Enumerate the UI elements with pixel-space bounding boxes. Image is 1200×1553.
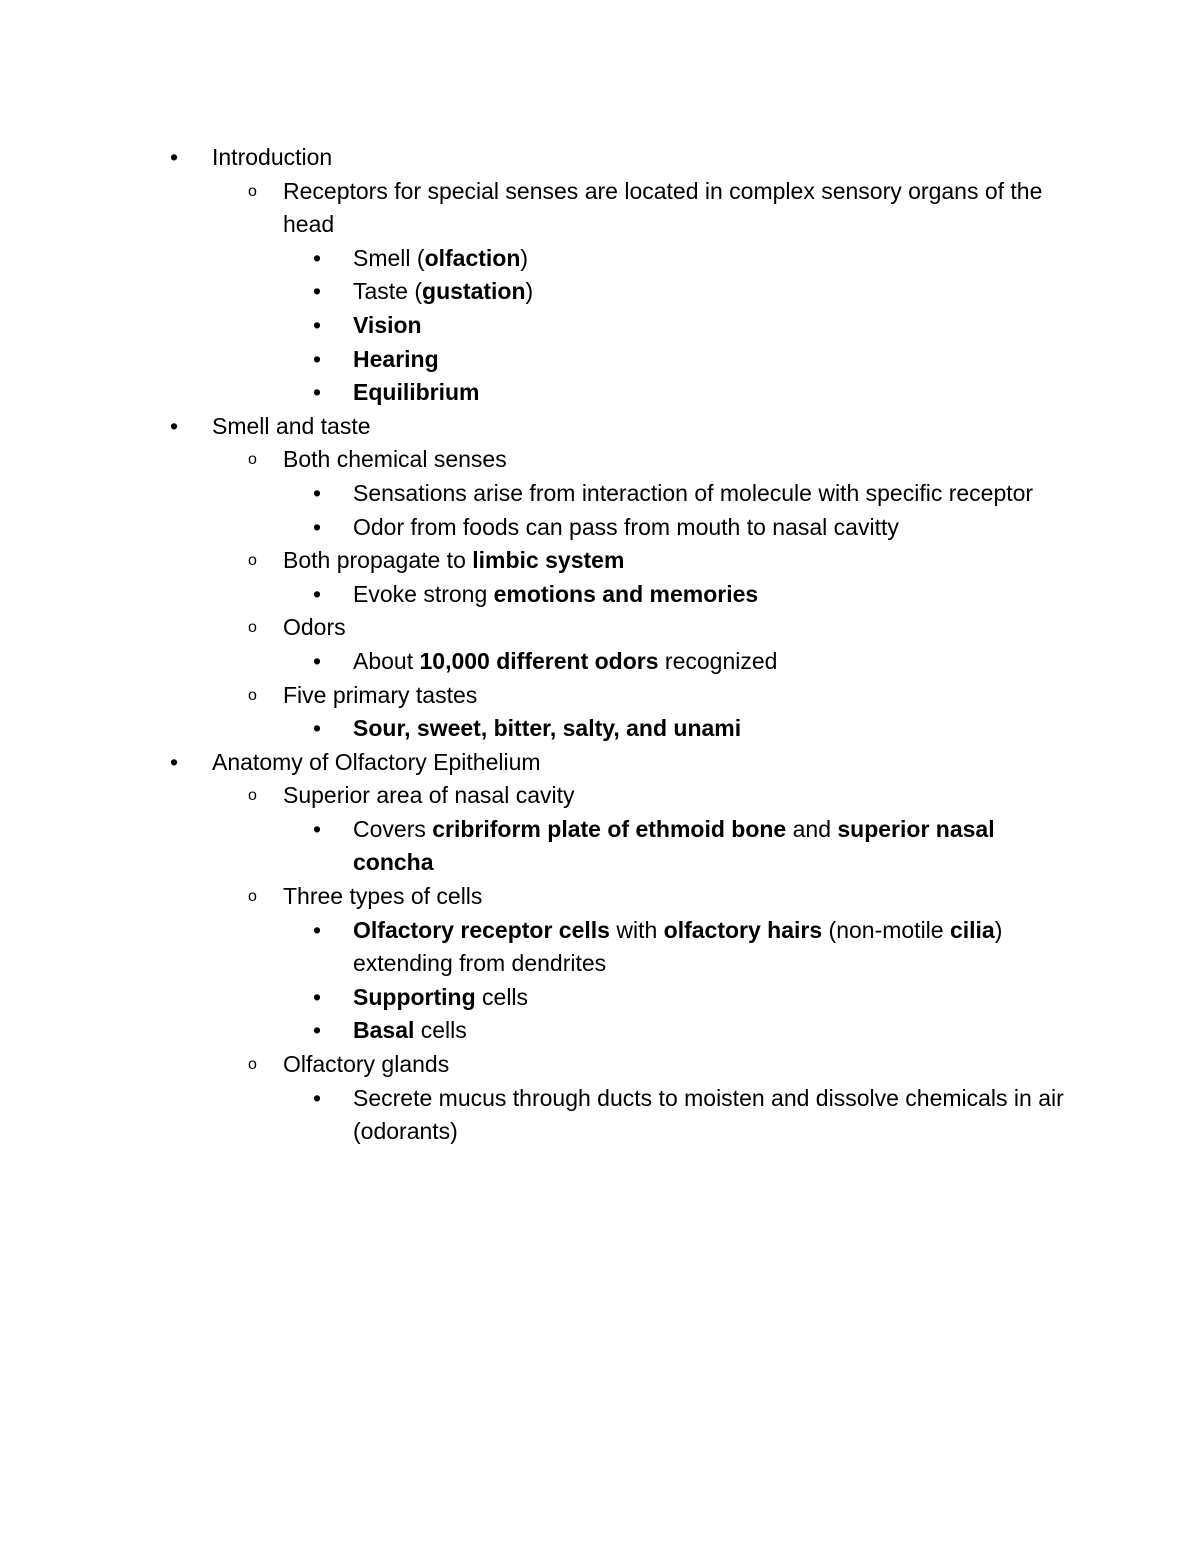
text: Superior area of nasal cavity [283,782,575,809]
outline-item-level-3 [0,1082,1073,1149]
outline-item-level-3 [0,376,1073,410]
bullet-icon: • [170,412,179,439]
bold-text: Hearing [353,345,439,372]
text: Three types of cells [283,883,483,910]
circle-bullet-icon: o [248,619,257,637]
text: Sensations arise from interaction of molecule with specific receptor [353,479,1034,506]
circle-bullet-icon: o [248,787,257,805]
text: and [786,815,838,842]
text: Smell and taste [212,412,371,439]
bullet-icon: • [313,1017,322,1044]
text: Odors [283,614,346,641]
outline-item-level-3 [0,578,1073,612]
outline-item-level-2 [0,880,1073,914]
outline-item-level-2 [0,175,1073,242]
bold-text: Supporting [353,983,476,1010]
text: with [609,916,664,943]
circle-bullet-icon: o [248,686,257,704]
bold-text: olfactory hairs [663,916,823,943]
bullet-icon: • [313,345,322,372]
circle-bullet-icon: o [248,888,257,906]
bullet-icon: • [170,144,179,170]
text: (non-motile [822,916,950,943]
bold-text: cilia [949,916,995,943]
bullet-icon: • [313,244,322,271]
outline-item-level-3 [0,242,1073,276]
text: Olfactory glands [283,1051,450,1078]
outline-item-level-3 [0,343,1073,377]
bullet-outline [0,141,1200,1149]
outline-item-level-3 [0,981,1073,1015]
outline-item-level-3 [0,1014,1073,1048]
bullet-icon: • [313,916,322,943]
bold-text: limbic system [472,547,625,574]
outline-item-level-2 [0,679,1073,713]
text: cells [414,1017,467,1044]
bullet-icon: • [313,278,322,305]
outline-item-level-3 [0,914,1073,981]
outline-item-level-3 [0,511,1073,545]
text: Secrete mucus through ducts to moisten and dissolve chemicals in air (odorants) [353,1084,1064,1145]
text: Receptors for special senses are located in complex sensory organs of the head [283,177,1043,238]
outline-item-level-1 [0,141,1052,175]
outline-item-level-3 [0,712,1073,746]
text: ) extending from dendrites [353,916,1003,977]
text: Evoke strong [353,580,494,607]
bullet-icon: • [313,647,322,674]
bullet-icon: • [313,1084,322,1111]
bold-text: 10,000 different odors [419,647,659,674]
circle-bullet-icon: o [248,182,257,200]
circle-bullet-icon: o [248,451,257,469]
text: Odor from foods can pass from mouth to nasal cavitty [353,513,899,540]
text: ) [525,278,534,305]
outline-item-level-2 [0,1048,1073,1082]
bullet-icon: • [313,815,322,842]
text: Taste ( [353,278,423,305]
bullet-icon: • [313,379,322,406]
bold-text: Olfactory receptor cells [353,916,610,943]
outline-item-level-1 [0,746,1052,780]
outline-item-level-1 [0,410,1052,444]
bold-text: superior nasal concha [353,815,995,876]
bullet-icon: • [313,513,322,540]
circle-bullet-icon: o [248,1056,257,1074]
text: Introduction [212,144,333,170]
bold-text: Vision [353,311,422,338]
bullet-icon: • [313,311,322,338]
bold-text: cribriform plate of ethmoid bone [432,815,787,842]
bold-text: gustation [422,278,526,305]
outline-item-level-2 [0,443,1073,477]
bullet-icon: • [170,748,179,775]
outline-item-level-3 [0,813,1073,880]
text: recognized [658,647,778,674]
text: Five primary tastes [283,681,478,708]
circle-bullet-icon: o [248,552,257,570]
bullet-icon: • [313,983,322,1010]
bullet-icon: • [313,479,322,506]
bullet-icon: • [313,580,322,607]
text: Both chemical senses [283,446,507,473]
bold-text: Equilibrium [353,379,480,406]
text: cells [475,983,529,1010]
outline-item-level-3 [0,309,1073,343]
bold-text: Basal [353,1017,415,1044]
text: Smell ( [353,244,425,271]
outline-item-level-2 [0,611,1073,645]
text: Both propagate to [283,547,473,574]
outline-item-level-3 [0,275,1073,309]
outline-item-level-3 [0,477,1073,511]
text: Anatomy of Olfactory Epithelium [212,748,541,775]
outline-item-level-3 [0,645,1073,679]
outline-item-level-2 [0,544,1073,578]
bullet-icon: • [313,715,322,742]
outline-item-level-2 [0,779,1073,813]
text: ) [520,244,529,271]
bold-text: Sour, sweet, bitter, salty, and unami [353,715,742,742]
bold-text: olfaction [424,244,521,271]
bold-text: emotions and memories [493,580,759,607]
text: About [353,647,420,674]
text: Covers [353,815,433,842]
